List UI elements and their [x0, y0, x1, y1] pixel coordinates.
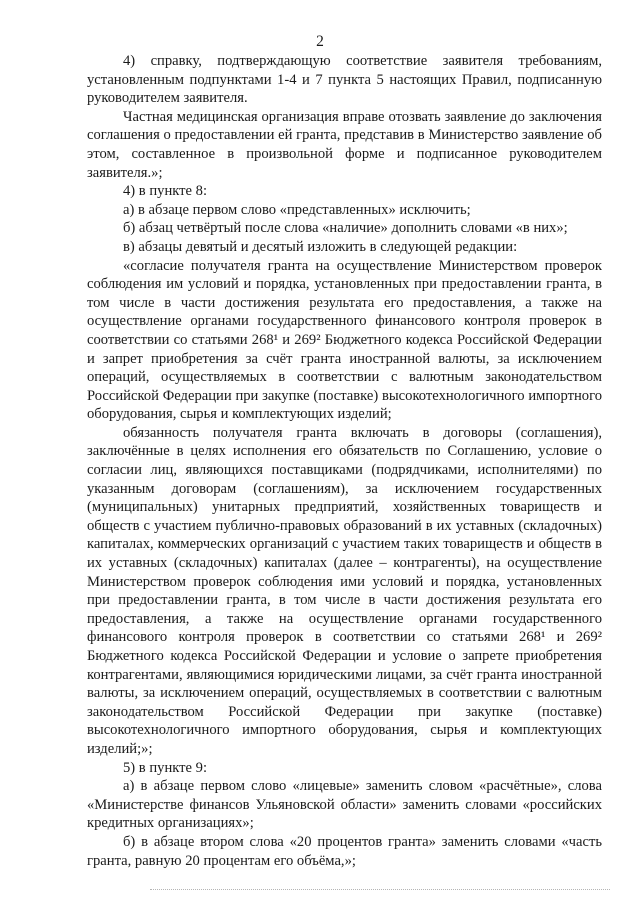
paragraph-obligation: обязанность получателя гранта включать в договоры (соглашения), заключённые в целях исполнения его обязательств по Соглашению, условие о согласии лиц, являющихся поставщиками (подрядчиками, исполнителями) по указанным договорам (соглашениям), за исключением государственных (муниципальных) унитарных предприятий, хозяйственных товариществ и обществ с участием публично-правовых образований в их уставных (складочных) капиталах, коммерческих организаций с участием таких товариществ и обществ в их уставных (складочных) капиталах (далее – контрагенты), на осуществление Министерством проверок соблюдения ими условий и порядка, установленных при предоставлении гранта, в том числе в части достижения результата его предоставления, а также на осуществление органами государственного финансового контроля проверок в соответствии со статьями 268¹ и 269² Бюджетного кодекса Российской Федерации и условие о запрете приобретения контрагентами, являющимися юридическими лицами, за счёт гранта иностранной валюты, за исключением операций, осуществляемых в соответствии с валютным законодательством Российской Федерации при закупке (поставке) высокотехнологичного импортного оборудования, сырья и комплектующих изделий;»;	[87, 424, 602, 757]
paragraph-point-8: 4) в пункте 8:	[123, 183, 208, 200]
paragraph-item-4-certificate: 4) справку, подтверждающую соответствие заявителя требованиям, установленным подпунктами 1-4 и 7 пункта 5 настоящих Правил, подписанную руководителем заявителя.	[87, 53, 602, 107]
scan-artifact-line	[150, 889, 610, 890]
paragraph-8a: а) в абзаце первом слово «представленных» исключить;	[123, 201, 471, 218]
paragraph-withdrawal: Частная медицинская организация вправе отозвать заявление до заключения соглашения о предоставлении ей гранта, представив в Министерство заявление об этом, составленное в произвольной форме и подписанное руководителем заявителя.»;	[87, 108, 602, 181]
paragraph-consent: «согласие получателя гранта на осуществление Министерством проверок соблюдения им условий и порядка, установленных при предоставлении гранта, в том числе в части достижения результата его предоставления, а также на осуществление органами государственного финансового контроля проверок в соответствии со статьями 268¹ и 269² Бюджетного кодекса Российской Федерации и запрет приобретения за счёт гранта иностранной валюты, за исключением операций, осуществляемых в соответствии с валютным законодательством Российской Федерации при закупке (поставке) высокотехнологичного импортного оборудования, сырья и комплектующих изделий;	[87, 257, 602, 423]
paragraph-9b: б) в абзаце втором слова «20 процентов гранта» заменить словами «часть гранта, равную 20 процентам его объёма,»;	[87, 833, 602, 869]
paragraph-8c: в) абзацы девятый и десятый изложить в следующей редакции:	[123, 238, 518, 255]
paragraph-point-9: 5) в пункте 9:	[123, 759, 208, 776]
paragraph-8b: б) абзац четвёртый после слова «наличие» дополнить словами «в них»;	[123, 220, 568, 237]
document-body	[87, 52, 602, 870]
paragraph-9a: а) в абзаце первом слово «лицевые» заменить словом «расчётные», слова «Министерстве финансов Ульяновской области» заменить словами «российских кредитных организациях»;	[87, 778, 602, 832]
page-number: 2	[316, 33, 324, 50]
